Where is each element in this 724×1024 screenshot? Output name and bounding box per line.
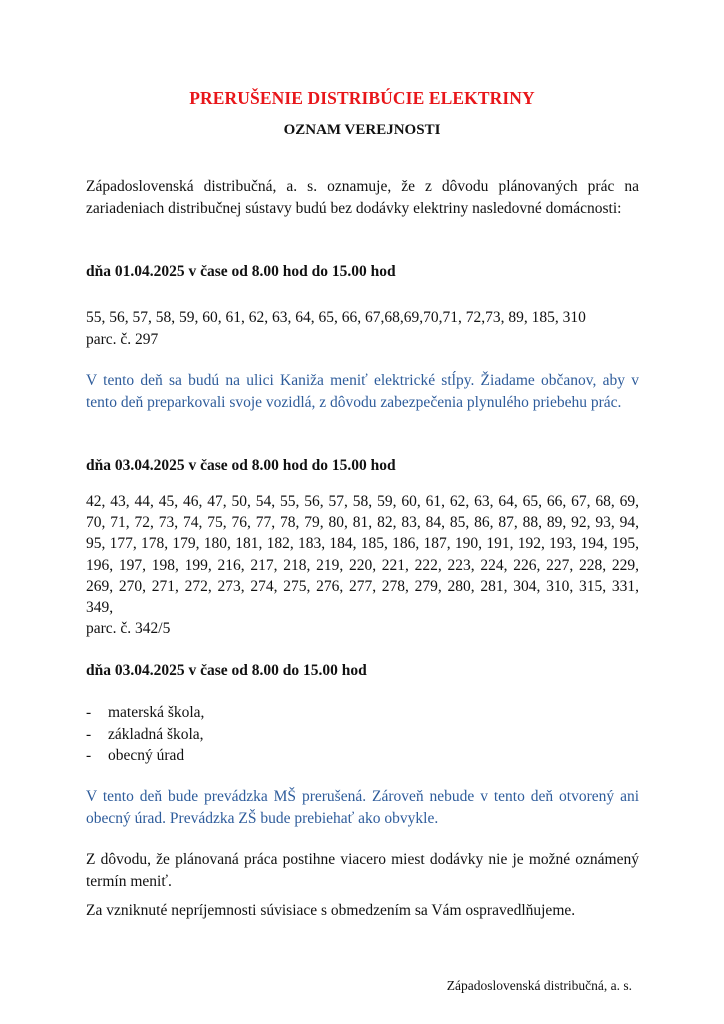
section2-date-line: dňa 03.04.2025 v čase od 8.00 hod do 15.00 hod [86,457,396,474]
list-dash: - [86,704,92,721]
section2-parcel: parc. č. 342/5 [86,620,171,637]
section1-parcel: parc. č. 297 [86,331,159,348]
section3-note: V tento deň bude prevádzka MŠ prerušená. Zároveň nebude v tento deň otvorený ani obecný úrad. Prevádzka ZŠ bude prebiehať ako obvykle. [86,788,639,827]
list-item-text: materská škola, [108,704,205,721]
section3-date-line: dňa 03.04.2025 v čase od 8.00 do 15.00 hod [86,662,367,679]
list-item [86,745,639,767]
list-item [86,702,639,724]
closing-paragraph-1: Z dôvodu, že plánovaná práca postihne viacero miest dodávky nie je možné oznámený termín meniť. [86,851,639,890]
section2-house-numbers: 42, 43, 44, 45, 46, 47, 50, 54, 55, 56, 57, 58, 59, 60, 61, 62, 63, 64, 65, 66, 67, 68, 69, 70, 71, 72, 73, 74, 75, 76, 77, 78, 79, 80, 81, 82, 83, 84, 85, 86, 87, 88, 89, 92, 93, 94, 95, 177, 178, 179, 180, 181, 182, 183, 184, 185, 186, 187, 190, 191, 192, 193, 194, 195, 196, 197, 198, 199, 216, 217, 218, 219, 220, 221, 222, 223, 224, 226, 227, 228, 229, 269, 270, 271, 272, 273, 274, 275, 276, 277, 278, 279, 280, 281, 304, 310, 315, 331, 349, [86,493,639,617]
list-dash: - [86,725,92,743]
closing-paragraph-2: Za vzniknuté nepríjemnosti súvisiace s obmedzením sa Vám ospravedlňujeme. [86,902,576,919]
section1-date-line: dňa 01.04.2025 v čase od 8.00 hod do 15.00 hod [86,263,396,280]
intro-paragraph: Západoslovenská distribučná, a. s. oznamuje, že z dôvodu plánovaných prác na zariadeniach distribučnej sústavy budú bez dodávky elektriny nasledovné domácnosti: [86,178,639,217]
list-dash: - [86,747,92,764]
document-subtitle: OZNAM VEREJNOSTI [283,122,441,138]
document-title: PRERUŠENIE DISTRIBÚCIE ELEKTRINY [189,88,535,108]
section1-note: V tento deň sa budú na ulici Kaniža meniť elektrické stĺpy. Žiadame občanov, aby v tento deň preparkovali svoje vozidlá, z dôvodu zabezpečenia plynulého priebehu prác. [86,372,639,411]
signature: Západoslovenská distribučná, a. s. [446,978,632,993]
section1-house-numbers: 55, 56, 57, 58, 59, 60, 61, 62, 63, 64, 65, 66, 67,68,69,70,71, 72,73, 89, 185, 310 [86,309,586,326]
list-item-text: obecný úrad [108,747,185,764]
list-item-text: základná škola, [108,725,204,743]
list-item [86,724,639,746]
section3-facility-list [86,702,639,767]
